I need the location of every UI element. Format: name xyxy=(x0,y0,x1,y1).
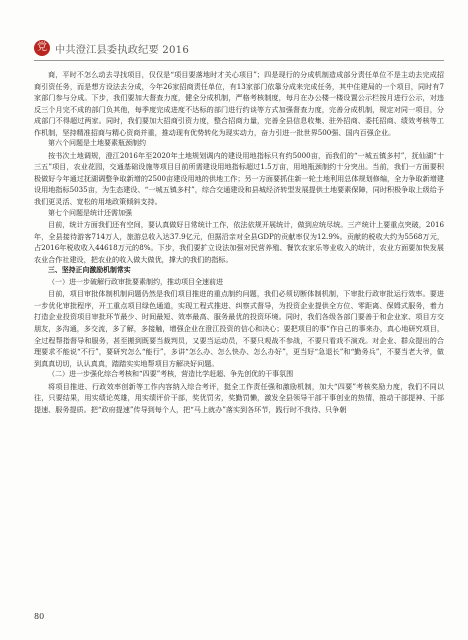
section-heading: 三、坚持正向激励机制常实 xyxy=(48,266,131,275)
body-text xyxy=(34,69,444,415)
subheading: 第六个问题是土地要素瓶颈制约 xyxy=(48,139,146,148)
paragraph: 目前，项目审批体制机制问题仍然是我们项目推进的重点制约问题，我们必须切断体制机制，下审批行政审批运行效率。要进一步优化审批程序，开工重点项目绿色通道，实现工程式推进、纠察式督导，为投资企业提供全方位、零距离、保姆式服务，着力打造企业投资项目审批环节最少、时间最短、效率最高、服务最优的投资环境。同时，我们各级各部门要善于和企业家、项目方交朋友，多沟通，多交流，多了解，多接触，增强企业在澄江投资的信心和决心；要把项目的事“作自己的事来办，真心地研究项目，全过程帮指督导和服务，甚至搬到既要当裁判员，又要当运动员，不要只观战不参战，不要只看戏不演戏。对企业、群众提出的合理要求不能说“不行”，要研究怎么“能行”，多讲“怎么办、怎么快办、怎么办好”，更当好“急退长”和“勤务兵”，不要当老大爷，做到真真切切，认认真真，踏踏实实地帮项目方解决好问题。 xyxy=(34,289,444,368)
paragraph: 商，平时不怎么动去寻找项目，仅仅是“项目要落地时才关心项目”；四是现行的分成机制造成部分责任单位不是主动去完成招商引资任务，而是想方设法去分成，今年26家招商责任单位，有13家部门依靠分成来完成任务，其中住建局的一个项目，同时有7家部门参与分成。下步，我们要加大督查力度，健全分成机制，严格考核制度，每月在办公楼一楼设置公示栏按月进行公示，对违反三个月完不成的部门负其他，每季度完成进度不达标的部门进行约谈等方式加强督查力度，完善分成机制，规定对同一项目，分成部门不得超过两家。同时，我们要加大招商引资力度，整合招商力量，完善全县信息收集、驻外招商、委托招商、绩效考核等工作机制，坚持精准招商与精心资商并重，推动现有优势转化为现实动力，奋力引进一批世界500强、国内百强企业。 xyxy=(34,70,444,137)
paragraph: 按书次土地调规，澄江2016年至2020年土地规划调内的建设用地指标只有约5000亩，而我们的“一城五镇多村”，抚仙湖“十三五”项目，农业花园，交通基础设施等项目目前所需建设用地指标超过1.5万亩，用地瓶颈制约十分突出。当前，我们一方面要积极做好今年通过抚湖调整争取新增的2500亩建设用地的供地工作；另一方面要抓住新一轮土地利用总体规划修编，全力争取新增建设用地指标5035亩，为生态建设、“一城五镇多村”，综合交通建设和县城经济转型发展提供土地要素保障，同时积极争取上级给予我们更灵活、宽松的用地政策倾斜支持。 xyxy=(34,150,444,207)
header-title: 中共澄江县委执政纪要 2016 xyxy=(55,45,190,56)
running-header xyxy=(34,38,444,62)
paragraph: 目前，统计方面我们还有空间，要认真做好日常统计工作，依法依规开展统计，做到应统尽统。三产统计上要重点突破，2016年，全县接待游客714万人，旅游总收入达37.9亿元，但据沿亲对全县GDP的贡献率仅为12.9%。贡献的税收大约为5568万元，占2016年税收收入44618万元的8%。下步，我们要扩立设法加强对民营养殖、餐饮农家乐等业收入的统计，农业方面要加快发展农业合作社建设，把农业的收入做大做优，撑大的我们的指标。 xyxy=(34,220,444,264)
paragraph: 将项目推进、行政效率创新等工作内容纳入综合考评，挺全工作责任强和激励机制，加大“四要”考核奖励力度，我们不同以往，只要结果，用实绩论英雄，用实绩评价干部，奖优罚劣，奖勤罚懒，激发全县领导干部干事创业的热情，推动干部提神、干部提速、服务提质。把“政府提速”传导到每个人，把“马上就办”落实到各环节，践行时不我待、只争朝 xyxy=(34,381,444,414)
subheading: （二）进一步强化综合考核和“四要”考核，营造比学赶超、争先创优的干事氛围 xyxy=(48,370,294,379)
subheading: 第七个问题是统计还需加强 xyxy=(48,208,132,217)
subheading: （一）进一步破解行政审批要素制约，推动项目全速前进 xyxy=(48,277,223,286)
header-divider xyxy=(34,60,444,61)
page-number: 80 xyxy=(34,612,45,621)
party-emblem-icon: 党 xyxy=(34,40,50,56)
